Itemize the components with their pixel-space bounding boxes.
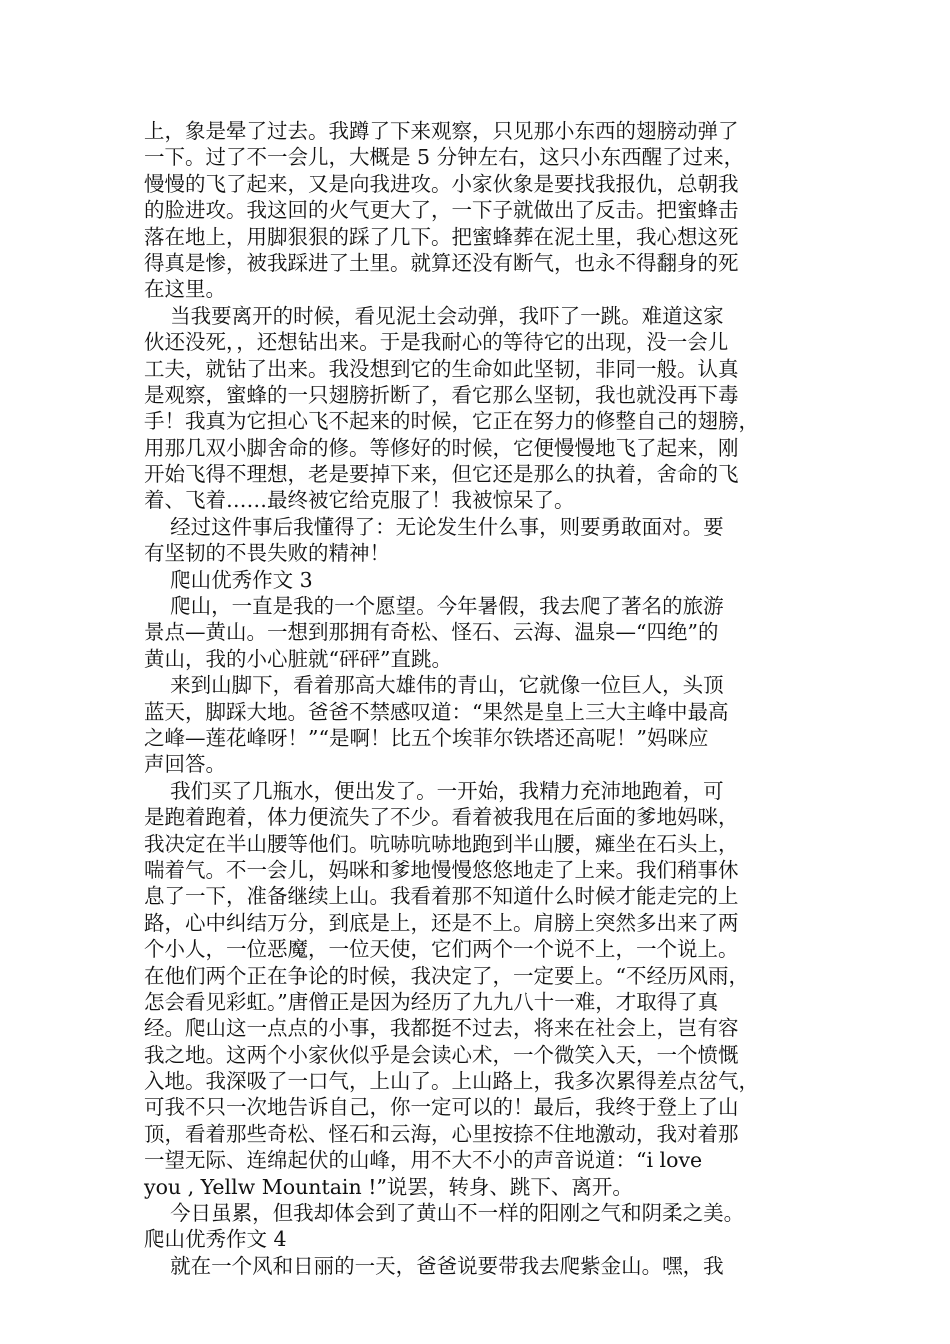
text-line: 景点—黄山。一想到那拥有奇松、怪石、云海、温泉—“四绝”的 [144,620,719,645]
text-line: 得真是惨，被我踩进了土里。就算还没有断气，也永不得翻身的死 [144,250,739,275]
text-line: 喘着气。不一会儿，妈咪和爹地慢慢悠悠地走了上来。我们稍事休 [144,857,739,882]
text-line: 来到山脚下，看着那高大雄伟的青山，它就像一位巨人，头顶 [144,673,724,698]
text-line: 开始飞得不理想，老是要掉下来，但它还是那么的执着，舍命的飞 [144,462,739,487]
text-line: 伙还没死，，还想钻出来。于是我耐心的等待它的出现，没一会儿 [144,330,729,355]
text-line: 一下。过了不一会儿，大概是 5 分钟左右，这只小东西醒了过来， [144,145,745,170]
document-page [144,118,808,1279]
text-line: 有坚韧的不畏失败的精神！ [144,541,390,566]
text-line: 落在地上，用脚狠狠的踩了几下。把蜜蜂葬在泥土里，我心想这死 [144,224,739,249]
text-line: 慢慢的飞了起来，又是向我进攻。小家伙象是要找我报仇，总朝我 [144,171,739,196]
section-heading: 爬山优秀作文 3 [144,567,313,592]
text-line: 经过这件事后我懂得了：无论发生什么事，则要勇敢面对。要 [144,514,724,539]
text-line: 的脸进攻。我这回的火气更大了，一下子就做出了反击。把蜜蜂击 [144,198,739,223]
text-line: you , Yellw Mountain !”说罢，转身、跳下、离开。 [144,1174,633,1199]
text-line: 在他们两个正在争论的时候，我决定了，一定要上。“不经历风雨， [144,963,749,988]
text-line: 就在一个风和日丽的一天，爸爸说要带我去爬紫金山。嘿，我 [144,1253,724,1278]
text-line: 黄山，我的小心脏就“砰砰”直跳。 [144,646,452,671]
text-line: 可我不只一次地告诉自己，你一定可以的！最后，我终于登上了山 [144,1095,739,1120]
text-line: 怎会看见彩虹。”唐僧正是因为经历了九九八十一难，才取得了真 [144,989,719,1014]
text-line: 是观察，蜜蜂的一只翅膀折断了，看它那么坚韧，我也就没再下毒 [144,382,739,407]
text-line: 入地。我深吸了一口气，上山了。上山路上，我多次累得差点岔气， [144,1069,759,1094]
text-line: 路，心中纠结万分，到底是上，还是不上。肩膀上突然多出来了两 [144,910,739,935]
text-line: 经。爬山这一点点的小事，我都挺不过去，将来在社会上，岂有容 [144,1016,739,1041]
text-line: 是跑着跑着，体力便流失了不少。看着被我甩在后面的爹地妈咪， [144,805,739,830]
text-line: 我们买了几瓶水，便出发了。一开始，我精力充沛地跑着，可 [144,778,724,803]
text-line: 工夫，就钻了出来。我没想到它的生命如此坚韧，非同一般。认真 [144,356,739,381]
text-line: 手！我真为它担心飞不起来的时候，它正在努力的修整自己的翅膀， [144,409,759,434]
text-line: 我之地。这两个小家伙似乎是会读心术，一个微笑入天，一个愤慨 [144,1042,739,1067]
section-heading: 爬山优秀作文 4 [144,1227,287,1252]
text-line: 当我要离开的时候，看见泥土会动弹，我吓了一跳。难道这家 [144,303,724,328]
text-line: 一望无际、连绵起伏的山峰，用不大不小的声音说道：“i love [144,1148,703,1173]
text-line: 上，象是晕了过去。我蹲了下来观察，只见那小东西的翅膀动弹了 [144,119,739,143]
text-line: 蓝天，脚踩大地。爸爸不禁感叹道：“果然是皇上三大主峰中最高 [144,699,729,724]
text-line: 爬山，一直是我的一个愿望。今年暑假，我去爬了著名的旅游 [144,594,724,619]
text-line: 在这里。 [144,277,226,302]
text-line: 用那几双小脚舍命的修。等修好的时候，它便慢慢地飞了起来，刚 [144,435,739,460]
text-line: 声回答。 [144,752,226,777]
text-line: 顶，看着那些奇松、怪石和云海，心里按捺不住地激动，我对着那 [144,1121,739,1146]
text-line: 今日虽累，但我却体会到了黄山不一样的阳刚之气和阴柔之美。 [144,1201,745,1226]
text-line: 息了一下，准备继续上山。我看着那不知道什么时候才能走完的上 [144,884,739,909]
text-line: 我决定在半山腰等他们。吭哧吭哧地跑到半山腰，瘫坐在石头上， [144,831,739,856]
text-line: 个小人，一位恶魔，一位天使，它们两个一个说不上，一个说上。 [144,937,739,962]
text-line: 着、飞着……最终被它给克服了！我被惊呆了。 [144,488,575,513]
text-line: 之峰—莲花峰呀！”“是啊！比五个埃菲尔铁塔还高呢！”妈咪应 [144,725,709,750]
